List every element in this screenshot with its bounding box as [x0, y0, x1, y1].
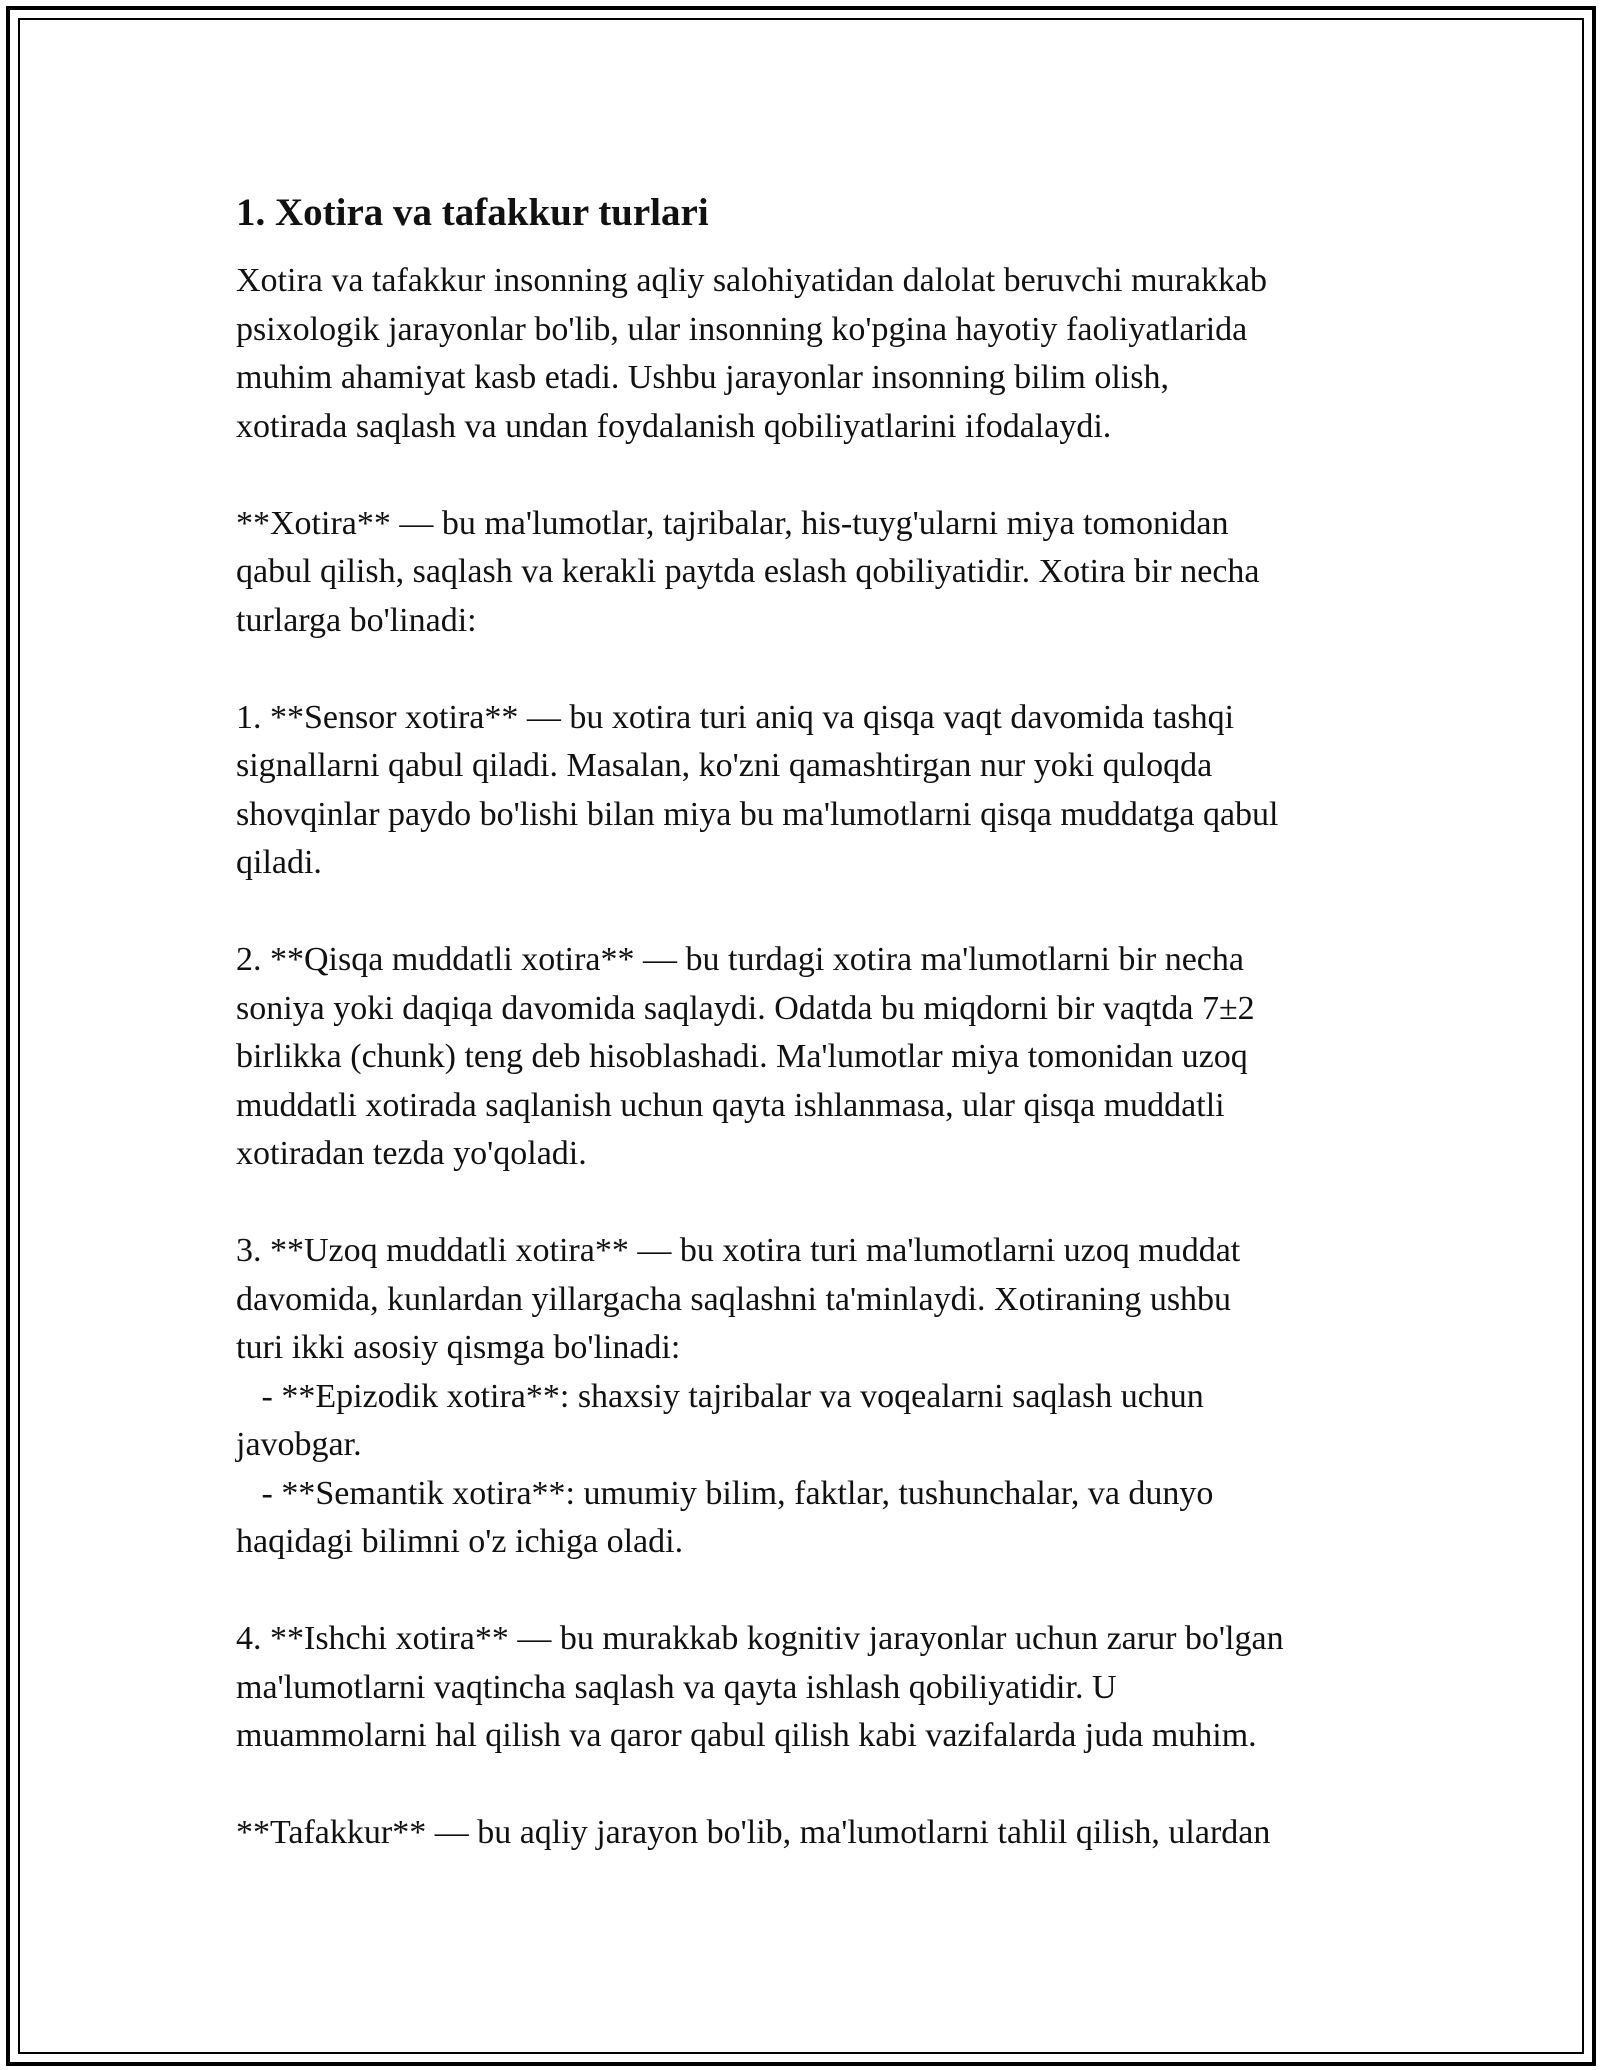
text-line: haqidagi bilimni o'z ichiga oladi. — [236, 1523, 684, 1560]
text-line: davomida, kunlardan yillargacha saqlashni ta'minlaydi. Xotiraning ushbu — [236, 1280, 1232, 1318]
text-line: 1. **Sensor xotira** — bu xotira turi aniq va qisqa vaqt davomida tashqi — [236, 698, 1235, 736]
paragraph-tafakkur — [236, 1809, 1376, 1858]
text-line: qiladi. — [236, 844, 322, 881]
section-heading: 1. Xotira va tafakkur turlari — [236, 191, 709, 234]
text-line: 2. **Qisqa muddatli xotira** — bu turdagi xotira ma'lumotlarni bir necha — [236, 941, 1244, 978]
text-line: xotiradan tezda yo'qoladi. — [236, 1135, 587, 1172]
text-line: birlikka (chunk) teng deb hisoblashadi. Ma'lumotlar miya tomonidan uzoq — [236, 1038, 1248, 1075]
text-line: muhim ahamiyat kasb etadi. Ushbu jarayonlar insonning bilim olish, — [236, 359, 1169, 396]
paragraph-intro — [236, 257, 1376, 451]
text-line: shovqinlar paydo bo'lishi bilan miya bu ma'lumotlarni qisqa muddatga qabul — [236, 795, 1279, 833]
text-line: xotirada saqlash va undan foydalanish qobiliyatlarini ifodalaydi. — [236, 407, 1112, 445]
text-line: signallarni qabul qiladi. Masalan, ko'zni qamashtirgan nur yoki quloqda — [236, 747, 1213, 784]
text-line: muammolarni hal qilish va qaror qabul qilish kabi vazifalarda juda muhim. — [236, 1717, 1257, 1754]
text-line: psixologik jarayonlar bo'lib, ular insonning ko'pgina hayotiy faoliyatlarida — [236, 310, 1248, 348]
text-line: turi ikki asosiy qismga bo'linadi: — [236, 1329, 681, 1366]
paragraph-xotira-definition — [236, 500, 1376, 646]
text-line: soniya yoki daqiqa davomida saqlaydi. Odatda bu miqdorni bir vaqtda 7±2 — [236, 989, 1255, 1027]
text-line: **Xotira** — bu ma'lumotlar, tajribalar, his-tuyg'ularni miya tomonidan — [236, 504, 1229, 542]
text-line: qabul qilish, saqlash va kerakli paytda eslash qobiliyatidir. Xotira bir necha — [236, 553, 1260, 590]
text-line: javobgar. — [236, 1426, 362, 1463]
text-line: - **Semantik xotira**: umumiy bilim, faktlar, tushunchalar, va dunyo — [236, 1474, 1214, 1512]
text-line: ma'lumotlarni vaqtincha saqlash va qayta ishlash qobiliyatidir. U — [236, 1668, 1117, 1706]
text-line: Xotira va tafakkur insonning aqliy salohiyatidan dalolat beruvchi murakkab — [236, 262, 1268, 299]
text-line: **Tafakkur** — bu aqliy jarayon bo'lib, ma'lumotlarni tahlil qilish, ulardan — [236, 1814, 1271, 1851]
paragraph-sensor-xotira — [236, 694, 1376, 888]
text-line: - **Epizodik xotira**: shaxsiy tajribalar va voqealarni saqlash uchun — [236, 1377, 1204, 1415]
document-body — [236, 185, 1376, 1906]
text-line: 4. **Ishchi xotira** — bu murakkab kognitiv jarayonlar uchun zarur bo'lgan — [236, 1620, 1284, 1657]
paragraph-ishchi-xotira — [236, 1615, 1376, 1761]
text-line: muddatli xotirada saqlanish uchun qayta ishlanmasa, ular qisqa muddatli — [236, 1086, 1225, 1124]
text-line: turlarga bo'linadi: — [236, 601, 477, 639]
text-line: 3. **Uzoq muddatli xotira** — bu xotira turi ma'lumotlarni uzoq muddat — [236, 1232, 1241, 1269]
paragraph-uzoq-muddatli-xotira — [236, 1227, 1376, 1567]
paragraph-qisqa-muddatli-xotira — [236, 936, 1376, 1179]
